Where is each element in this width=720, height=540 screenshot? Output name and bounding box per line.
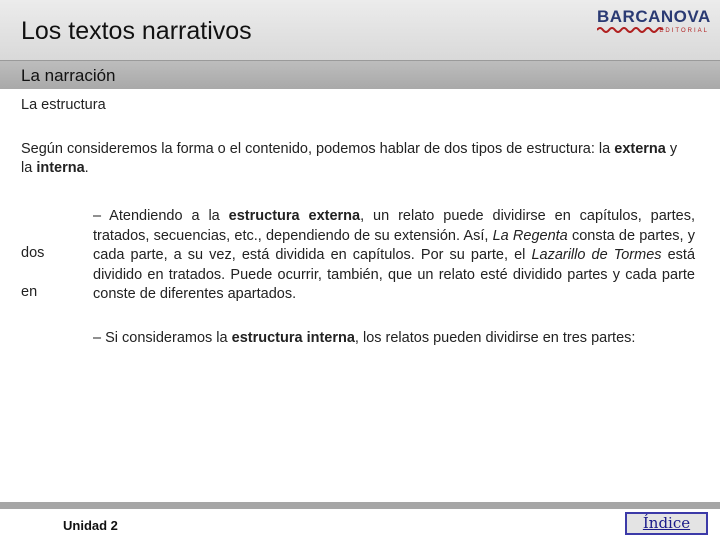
book-title-lazarillo: Lazarillo de Tormes <box>531 247 662 263</box>
logo-wave-icon <box>597 26 667 34</box>
paragraph-text: – Atendiendo a la <box>93 208 229 224</box>
term-estructura-interna: estructura interna <box>231 330 355 346</box>
section-title: La narración <box>21 66 116 85</box>
section-bar <box>0 61 720 89</box>
footer-bar <box>0 502 720 509</box>
intro-text: Según consideremos la forma o el contenido, podemos hablar de dos tipos de estructura: la <box>21 141 615 157</box>
paragraph-text: , un relato puede dividirse en capítulos, partes, tratados, secuencias, etc., dependiendo de su extensión. Así, <box>93 208 695 244</box>
side-word: en <box>21 284 38 300</box>
side-word: dos <box>21 245 45 261</box>
intro-text: y la <box>21 141 678 176</box>
logo-name: BARCANOVA <box>597 7 711 26</box>
page-title: Los textos narrativos <box>21 17 252 45</box>
paragraph-text: consta de partes, y cada parte, a su vez, está dividida en capítulos. Por su parte, el <box>93 227 695 263</box>
paragraph-text: , los relatos pueden dividirse en tres partes: <box>354 330 636 346</box>
intro-paragraph <box>21 140 691 178</box>
external-structure-paragraph <box>93 207 695 305</box>
unit-label: Unidad 2 <box>63 518 118 533</box>
term-estructura-externa: estructura externa <box>228 208 361 224</box>
header-bar <box>0 0 720 61</box>
book-title-la-regenta: La Regenta <box>492 227 568 244</box>
paragraph-text: – Si consideramos la <box>93 330 232 346</box>
intro-term-externa: externa <box>614 141 666 157</box>
logo-subtitle: EDITORIAL <box>659 28 709 34</box>
publisher-logo <box>597 7 713 39</box>
intro-text: . <box>84 160 89 176</box>
paragraph-text: está dividido en tratados. Puede ocurrir, también, que un relato esté dividido partes y cada parte conste de diferentes apartados. <box>93 247 696 302</box>
intro-term-interna: interna <box>36 160 85 176</box>
index-button[interactable]: Índice <box>625 512 708 535</box>
section-subtitle: La estructura <box>21 97 106 113</box>
internal-structure-paragraph <box>93 329 713 348</box>
